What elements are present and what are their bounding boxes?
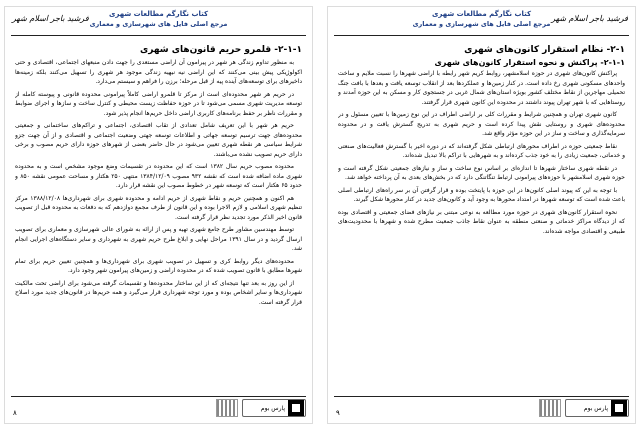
publisher-name: پارس بوم bbox=[260, 404, 285, 412]
footer-divider bbox=[334, 396, 629, 397]
left-page bbox=[4, 6, 313, 424]
paragraph: هم اکنون و همچنین حریم و نقاط شهری از حریم ادامه و محدوده شهری برای شهرداری‌ها ۱۳۸۸/۱۲/۰۸ مرکز تنظیم شهری اسلامی و لازم الاجرا بوده و این قانون از طرف مجمع دوازدهم که به دفعات به محدوده قبل از تصویب قانون اخیر الذکر مورد تجدید نظر قرار گرفته است. bbox=[15, 194, 302, 221]
header-title: کتاب نگارگم مطالعات شهری bbox=[108, 10, 209, 18]
section-heading: ۲-۱- نظام استقرار کانون‌های شهری bbox=[464, 45, 625, 55]
paragraph: حریم هر شهر با این تعریف شامل تعدادی از تقاب اقتصادی، اجتماعی و تراکم‌های ساختمانی و جمعیتی محدوده‌های جهت ترسیم توسعه جهاتی و اطلاعات توسعه جهتی وضعیت اجتماعی و اقتصادی و از آن جهت جزو شرایط سیاسی هر نقطه شهری تعیین می‌شود در حال حاضر بعضی از شهرهای حوزه دارای حریم مصوب و برخی دارای حریم تصویب نشده می‌باشند. bbox=[15, 122, 302, 158]
publisher-badge bbox=[242, 399, 306, 417]
page-footer bbox=[328, 393, 635, 423]
page-number: ۸ bbox=[13, 409, 17, 417]
paragraph: پراکنش کانون‌های شهری در حوزه اسلامشهر، روابط کریم شهر رابطه با اراضی شهرها را نسبت ملایم و ساخت واحدهای مسکونی شهری رخ داده است. در کنار زمین‌ها و عملکردها بعد از انقلاب توسعه یافت و بعدها با بافت جنگ تحمیلی مهاجرین از نقاط مختلف کشور بویژه استان‌های شمال غربی در جستجوی کار و مسکن به این حوزه آمدند و روستاهایی که با شهر تهران پیوند داشتند در محدوده این کانون شهری قرار گرفتند. bbox=[338, 70, 625, 106]
publisher-logo-icon bbox=[611, 400, 627, 416]
paragraph: محدوده مصوب حریم سال ۱۳۸۲ است که این محدوده در تقسیمات وضع موجود مشخص است و به محدوده شهری ماده اضافه شده است که نقشه ۹۳۲ مصوب ۱۳۸۴/۱۲/۰۹ منتهی ۲۵۰ هکتار و مساحت عمومی نقشه ۸۵۰ و حدود ۶۵ هکتار است که توسعه شهر در خطوط مصوب این نقشه قرار دارد. bbox=[15, 163, 302, 189]
footer-divider bbox=[11, 396, 306, 397]
page-footer bbox=[5, 393, 312, 423]
header-title: کتاب نگارگم مطالعات شهری bbox=[431, 10, 532, 18]
page-content bbox=[338, 43, 625, 393]
paragraph: به منظور تداوم زندگی هر شهر در پیرامون آن اراضی مستعدی را جهت دادن منبعهای اجتماعی، اقتصادی و حتی اکولوژیکی پیش بینی می‌کنند که این اراضی نیه نیهیه زندگی موجود هر شهری را تسهیل می‌کنند بلکه زمینه‌ها داخیرهای برای توسعه‌های آینده پیه از قبل مرحله؛ برزن را فراهم و سیستم می‌دارد. bbox=[15, 59, 302, 85]
page-header bbox=[328, 7, 635, 37]
right-page bbox=[327, 6, 636, 424]
section-heading: ۲-۱-۱- قلمرو حریم قانون‌های شهری bbox=[139, 45, 302, 55]
page-header bbox=[5, 7, 312, 37]
paragraph: کانون شهری تهران و همچنین شرایط و مقررات کلی بر اراضی اطراف در این نوع زمین‌ها با تعیین مسئول و در محدوده‌های شهری و روستایی نقش پیدا کرده است و حریم شهری به تدریج گسترش یافت و در محدوده سرمایه‌گذاری و ساخت و ساز در این حوزه مؤثر واقع شد. bbox=[338, 111, 625, 137]
page-number: ۹ bbox=[336, 409, 340, 417]
subsection-heading: ۲-۱-۱- پراکنش و نحوه استقرار کانون‌های شهری bbox=[434, 58, 625, 67]
paragraph: از این روز به بعد تنها نتیجه‌ای که از این ساختار محدوده‌ها و تقسیمات گرفته می‌شود برای اراضی تحت مالکیت شهرداری‌ها و سایر اشخاص بوده و مورد توجه شهرداری قرار می‌گیرد و همه حریم‌ها در قانون‌های جدید مورد اصلاح قرار گرفته است. bbox=[15, 279, 302, 306]
header-logo: فرشید باجر اسلام شهر bbox=[12, 14, 89, 23]
header-subtitle: مرجع اصلی فایل های شهرسازی و معماری bbox=[89, 20, 228, 28]
paragraph: با توجه به این که پیوند اصلی کانون‌ها در این حوزه با پایتخت بوده و قرار گرفتن آن بر سر راه‌های ارتباطی اصلی باعث شده است که توسعه شهرها در امتداد محورها به وجود آید و کانون‌های جدید در کنار محورها شکل گیرند. bbox=[338, 186, 625, 203]
paragraph: در حریم هر شهر محدوده‌ای است از مرکز تا قلمرو اراضی کاملاً پیرامونی محدوده قانونی و پیوسته کامله از توسعه مدیریت شهری مسمی می‌شود تا در حوزه حفاظت زیست محیطی و کنترل ساخت و سازها و اجرای ضوابط و مقررات ناظر بر حفظ برنامه‌های کاربری اراضی داخل حریم‌ها انجام پذیر شود. bbox=[15, 90, 302, 117]
paragraph: نحوه استقرار کانون‌های شهری در حوزه مورد مطالعه به نوعی مبتنی بر نیازهای فضای جمعیتی و اقتصادی بوده که از دیدگاه مراکز خدماتی و صنعتی منطقه به عنوان نقاط جاذب جمعیت مطرح شده و شهرها با محدودیت‌های طبیعی و اقتصادی مواجه شده‌اند. bbox=[338, 208, 625, 235]
header-divider bbox=[11, 35, 306, 36]
paragraph: محدوده‌های دیگر روابط کری و تسهیل در تصویب شهری برای شهرداری‌ها و همچنین تعیین حریم برای تمام شهرها مطابق با قانون تصویب شده که در محدوده اراضی و زمین‌های پیرامون شهر وجود دارد. bbox=[15, 257, 302, 274]
header-logo: فرشید باجر اسلام شهر bbox=[551, 14, 628, 23]
page-content bbox=[15, 43, 302, 393]
publisher-badge bbox=[565, 399, 629, 417]
paragraph: در نقطه شهری ساختار شهرها تا اندازه‌ای بر اساس نوع ساخت و ساز و نیازهای جمعیتی شکل گرفته است و حوزه شهری اسلامشهر با حوزه‌های پیرامونی ارتباط تنگاتنگی دارد که در بخش‌های بعدی به آن پرداخته خواهد شد. bbox=[338, 164, 625, 181]
publisher-barcode-icon bbox=[539, 399, 561, 417]
publisher-barcode-icon bbox=[216, 399, 238, 417]
header-subtitle: مرجع اصلی فایل های شهرسازی و معماری bbox=[412, 20, 551, 28]
publisher-name: پارس بوم bbox=[583, 404, 608, 412]
paragraph: نقاط جمعیتی حوزه در اطراف محورهای ارتباطی شکل گرفته‌اند که در دوره اخیر با گسترش فعالیت‌های صنعتی و خدماتی، جمعیت زیادی را به خود جذب کرده‌اند و به شهرهایی با تراکم بالا تبدیل شده‌اند. bbox=[338, 142, 625, 159]
paragraph: توسط مهندسین مشاور طرح جامع شهری تهیه و پس از ارائه به شورای عالی شهرسازی و معماری برای تصویب ارسال گردید و در سال ۱۳۹۱ مراحل نهایی و ابلاغ طرح حریم شهری به شهرداری و سایر دستگاه‌های اجرایی انجام شد. bbox=[15, 226, 302, 252]
publisher-logo-icon bbox=[288, 400, 304, 416]
header-divider bbox=[334, 35, 629, 36]
